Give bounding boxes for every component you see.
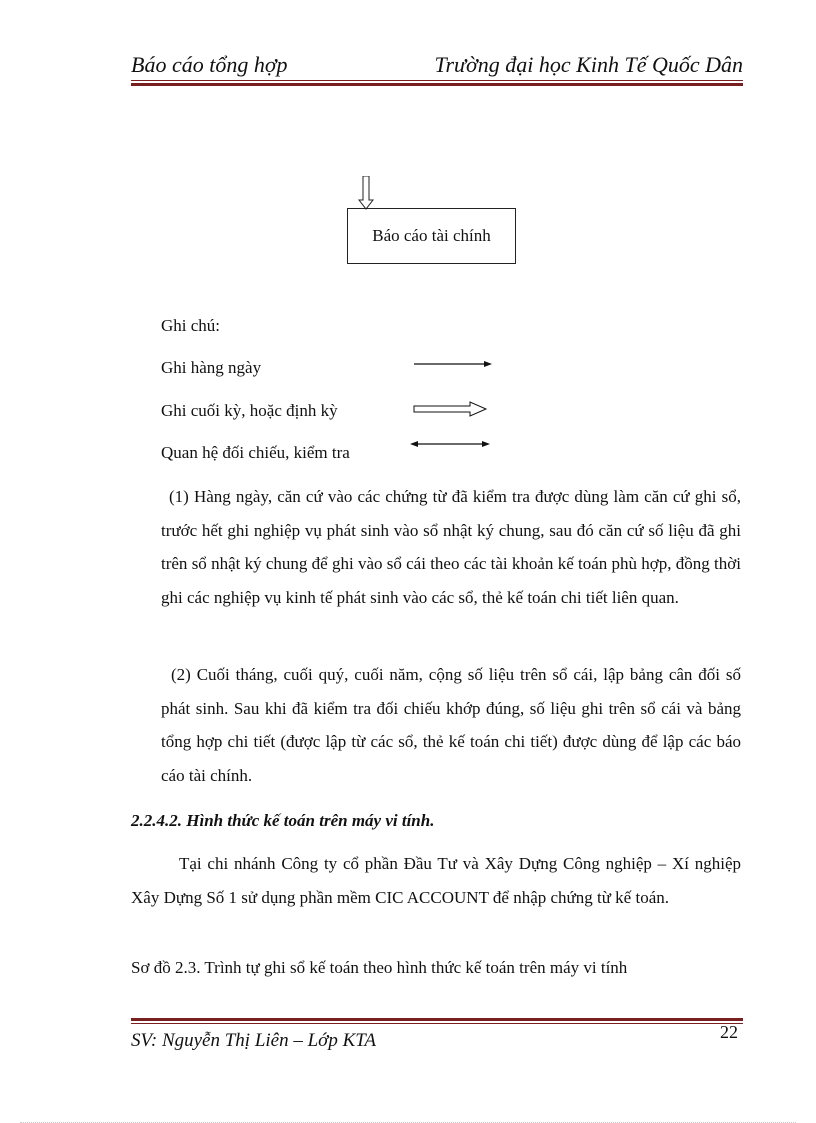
footer-rule-thick: [131, 1018, 743, 1021]
diagram-caption: Sơ đồ 2.3. Trình tự ghi sổ kế toán theo hình thức kế toán trên máy vi tính: [131, 958, 628, 977]
legend-item-daily-label: Ghi hàng ngày: [161, 358, 262, 377]
financial-report-box: [347, 208, 516, 264]
section-paragraph: Tại chi nhánh Công ty cổ phần Đầu Tư và Xây Dựng Công nghiệp – Xí nghiệp Xây Dựng Số 1 sử dụng phần mềm CIC ACCOUNT để nhập chứng từ kế toán.: [131, 854, 741, 907]
header-rule-thin: [131, 80, 743, 81]
bidirectional-arrow-icon: [408, 436, 498, 452]
paragraph-2: (2) Cuối tháng, cuối quý, cuối năm, cộng số liệu trên sổ cái, lập bảng cân đối số phát sinh. Sau khi đã kiểm tra đối chiếu khớp đúng, số liệu ghi trên sổ cái và bảng tổng hợp chi tiết (được lập từ các sổ, thẻ kế toán chi tiết) được dùng để lập các báo cáo tài chính.: [161, 665, 741, 785]
single-line-arrow-icon: [408, 356, 498, 372]
page-number: 22: [720, 1022, 738, 1042]
header-rule-thick: [131, 83, 743, 86]
legend-item-crosscheck-label: Quan hệ đối chiếu, kiểm tra: [161, 443, 350, 462]
paragraph-1: (1) Hàng ngày, căn cứ vào các chứng từ đã kiểm tra được dùng làm căn cứ ghi sổ, trước hết ghi nghiệp vụ phát sinh vào sổ nhật ký chung, sau đó căn cứ số liệu đã ghi trên sổ nhật ký chung để ghi vào sổ cái theo các tài khoản kế toán phù hợp, đồng thời ghi các nghiệp vụ kinh tế phát sinh vào các sổ, thẻ kế toán chi tiết liên quan.: [161, 487, 741, 607]
section-heading: 2.2.4.2. Hình thức kế toán trên máy vi tính.: [131, 811, 435, 830]
header-right-title: Trường đại học Kinh Tế Quốc Dân: [434, 52, 743, 77]
footer-rule-thin: [131, 1023, 743, 1024]
legend-title: Ghi chú:: [161, 316, 221, 335]
footer-student: SV: Nguyễn Thị Liên – Lớp KTA: [131, 1030, 377, 1051]
hollow-down-arrow-icon: [358, 176, 374, 210]
financial-report-label: Báo cáo tài chính: [372, 226, 491, 245]
legend-item-periodic-label: Ghi cuối kỳ, hoặc định kỳ: [161, 401, 338, 420]
hollow-double-arrow-icon: [408, 401, 498, 417]
header-left-title: Báo cáo tổng hợp: [131, 52, 288, 77]
page-header: [131, 52, 743, 82]
